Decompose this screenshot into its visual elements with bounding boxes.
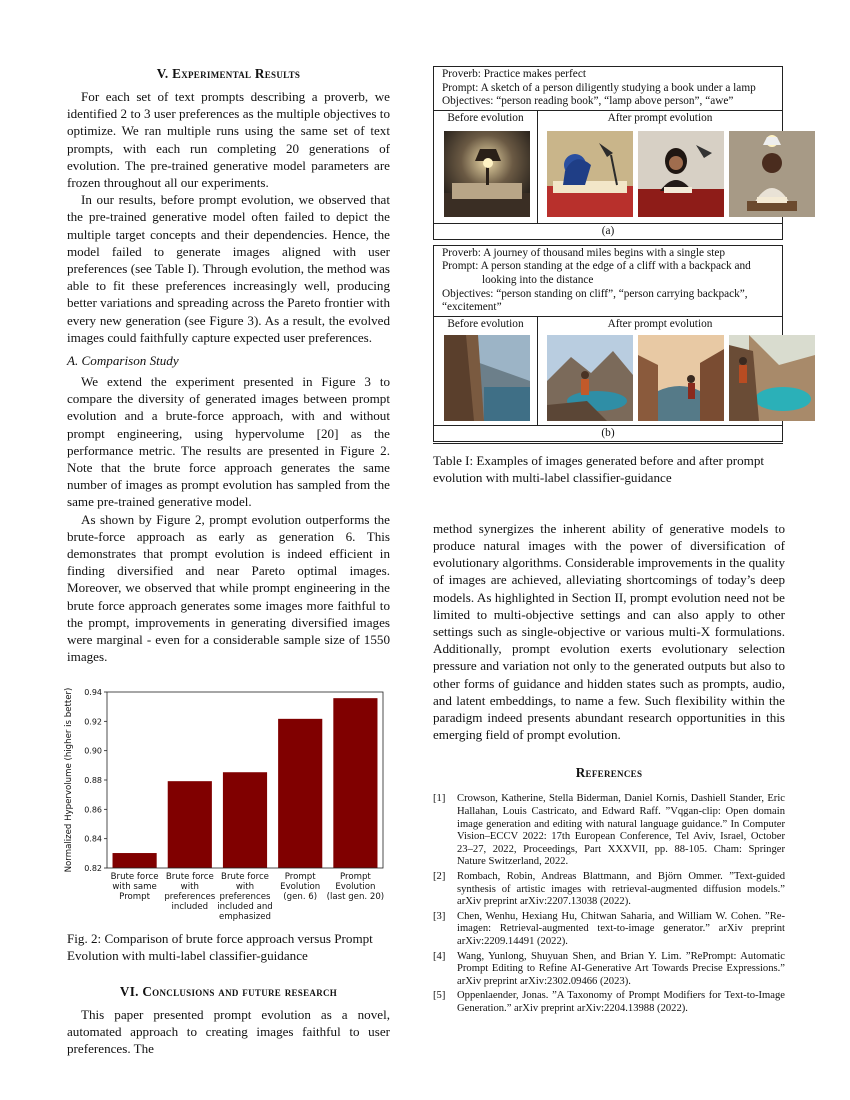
y-axis-label: Normalized Hypervolume (higher is better): [64, 687, 74, 872]
lamp-still-life-image: [444, 131, 530, 217]
x-tick-label: (gen. 6): [283, 891, 318, 902]
y-tick-label: 0.82: [84, 863, 102, 873]
y-tick-label: 0.90: [84, 746, 102, 756]
panel-a-tag: (a): [601, 224, 615, 237]
panel-b-header: [434, 246, 782, 317]
cliff-landscape-image: [444, 335, 530, 421]
subsection-title: A. Comparison Study: [67, 353, 179, 369]
y-tick-label: 0.88: [84, 775, 102, 785]
paragraph: We extend the experiment presented in Figure 3 to compare the diversity of generated images between prompt evolution and a brute-force approach, with and without prompt engineering, using hypervolume [20] as the performance metric. The results are presented in Figure 2. Note that the brute force approach generates the same number of images as prompt evolution has sampled from the same pre-trained generative model.: [67, 374, 390, 510]
x-tick-label: Brute force: [165, 871, 214, 882]
bar: [113, 853, 157, 868]
table-1-caption: Table I: Examples of images generated before and after prompt evolution with multi-label classifier-guidance: [433, 452, 765, 485]
after-label: After prompt evolution: [607, 317, 713, 330]
x-tick-label: with: [235, 881, 255, 892]
woman-reading-image: [638, 131, 724, 217]
paragraph: In our results, before prompt evolution, we observed that the pre-trained generative model often failed to depict the multiple target concepts and their dependencies. Hence, the model failed to generate images aligned with user preferences (see Table I). Through evolution, the method was able to fit these preferences increasingly well, producing better variations and spreading across the Pareto frontier with every new generation (see Figure 3). As a result, the evolved images could faithfully capture expected user preferences.: [67, 192, 390, 345]
objectives-text: Objectives: “person standing on cliff”, “person carrying backpack”, “excitement”: [442, 287, 748, 314]
reference-item: [3] Chen, Wenhu, Hexiang Hu, Chitwan Saharia, and William W. Cohen. ”Re-imagen: Retrieval-augmented text-to-image generator.” arXiv preprint arXiv:2209.14491 (2022).: [433, 910, 785, 947]
hiker-turquoise-lake-image: [729, 335, 815, 421]
table-panel-b: [433, 245, 783, 442]
y-tick-label: 0.84: [84, 834, 102, 844]
section-v-title: V. Experimental Results: [156, 66, 301, 81]
after-label: After prompt evolution: [607, 111, 713, 124]
x-tick-label: included: [171, 901, 209, 912]
paragraph: method synergizes the inherent ability of generative models to produce natural images with the power of diversification of evolutionary algorithms. Considerable improvements in the quality of images are achieved, alleviating shortcomings of today’s deep models. As highlighted in Section II, prompt evolution need not be limited to multi-objective settings and can also apply to other settings such as single-objective or various multi-X formulations. Additionally, prompt evolution exerts evolutionary selection pressure and variation not only to the generated outputs but also to other forms of guidance and hidden states such as prompts, audio, and latent embeddings, to name a few. Such flexibility within the paradigm indeed presents abundant research opportunities in this emerging field of prompt evolution.: [433, 520, 785, 743]
before-label: Before evolution: [447, 317, 524, 330]
reference-item: [1] Crowson, Katherine, Stella Biderman, Daniel Kornis, Dashiell Stander, Eric Hallahan, Louis Castricato, and Edward Raff. ”Vqgan-clip: Open domain image generation and editing with natural language guidance.” In Computer Vision–ECCV 2022: 17th European Conference, Tel Aviv, Israel, October 23–27, 2022, Proceedings, Part XXXVII, pp. 88-105. Cham: Springer Nature Switzerland, 2022.: [433, 793, 785, 868]
x-tick-label: Prompt: [284, 871, 316, 882]
proverb-text: Proverb: A journey of thousand miles begins with a single step: [442, 246, 726, 259]
y-tick-label: 0.92: [84, 716, 102, 726]
panel-a-header: [434, 67, 782, 111]
prompt-text: Prompt: A person standing at the edge of a cliff with a backpack and: [442, 260, 751, 273]
bar: [168, 781, 212, 868]
paragraph: This paper presented prompt evolution as a novel, automated approach to creating images faithful to user preferences. The: [67, 1006, 390, 1056]
panel-b-tag: (b): [601, 426, 615, 439]
references-title: References: [575, 765, 643, 781]
prompt-text: Prompt: A sketch of a person diligently studying a book under a lamp: [442, 81, 756, 94]
x-tick-label: Prompt: [339, 871, 371, 882]
table-panel-a: [433, 66, 783, 240]
section-vi-title: VI. Conclusions and future research: [119, 983, 338, 999]
right-column: [433, 66, 785, 1017]
bar: [223, 772, 267, 868]
hiker-lake-image: [547, 335, 633, 421]
before-label: Before evolution: [447, 111, 524, 124]
x-tick-label: with: [180, 881, 199, 892]
objectives-text: Objectives: “person reading book”, “lamp above person”, “awe”: [442, 95, 734, 108]
x-tick-label: Evolution: [335, 881, 376, 892]
bar: [278, 718, 322, 867]
x-tick-label: included and: [217, 901, 273, 912]
x-tick-label: Brute force: [110, 871, 159, 882]
figure-2-caption: Fig. 2: Comparison of brute force approach versus Prompt Evolution with multi-label classifier-guidance: [67, 930, 373, 963]
prompt-text-continued: looking into the distance: [482, 273, 594, 286]
paragraph: As shown by Figure 2, prompt evolution outperforms the brute-force approach as early as generation 6. This demonstrates that prompt evolution is indeed efficient in finding diversified and near Pareto optimal images. Moreover, we observed that while prompt engineering in the brute force approach generates some images more faithful to the prompt, improvements in generating diversified images were marginal - even for a considerable sample size of 1550 images.: [67, 511, 390, 665]
reference-item: [5] Oppenlaender, Jonas. ”A Taxonomy of Prompt Modifiers for Text-to-Image Generation.” arXiv preprint arXiv:2204.13988 (2022).: [433, 990, 785, 1014]
reference-item: [2] Rombach, Robin, Andreas Blattmann, and Björn Ommer. ”Text-guided synthesis of artistic images with retrieval-augmented diffusion models.” arXiv preprint arXiv:2207.13038 (2022).: [433, 870, 785, 908]
x-tick-label: (last gen. 20): [326, 891, 385, 902]
figure-2-bar-chart: [61, 684, 391, 924]
student-illustration-image: [547, 131, 633, 217]
left-column: [64, 66, 390, 1057]
proverb-text: Proverb: Practice makes perfect: [442, 68, 586, 80]
x-tick-label: Brute force: [221, 871, 269, 882]
x-tick-label: with same: [112, 881, 157, 892]
references-list: [433, 793, 785, 1015]
y-tick-label: 0.86: [84, 804, 102, 814]
paragraph: For each set of text prompts describing a proverb, we identified 2 to 3 user preferences as the multiple objectives to optimize. We ran multiple runs using the same set of text prompts, with each run completing 20 generations of evolution. The pre-trained generative model parameters are frozen throughout all our experiments.: [67, 89, 390, 191]
x-tick-label: Evolution: [280, 881, 321, 892]
x-tick-label: preferences: [164, 891, 216, 902]
x-tick-label: Prompt: [119, 891, 151, 902]
bar: [333, 698, 377, 868]
x-tick-label: preferences: [219, 891, 271, 902]
girl-with-lamp-image: [729, 131, 815, 217]
y-tick-label: 0.94: [84, 687, 102, 697]
hiker-canyon-image: [638, 335, 724, 421]
reference-item: [4] Wang, Yunlong, Shuyuan Shen, and Brian Y. Lim. ”RePrompt: Automatic Prompt Editing to Refine AI-Generative Art Towards Precise Expressions.” arXiv preprint arXiv:2302.09466 (2023).: [433, 950, 785, 987]
x-tick-label: emphasized: [219, 911, 271, 922]
